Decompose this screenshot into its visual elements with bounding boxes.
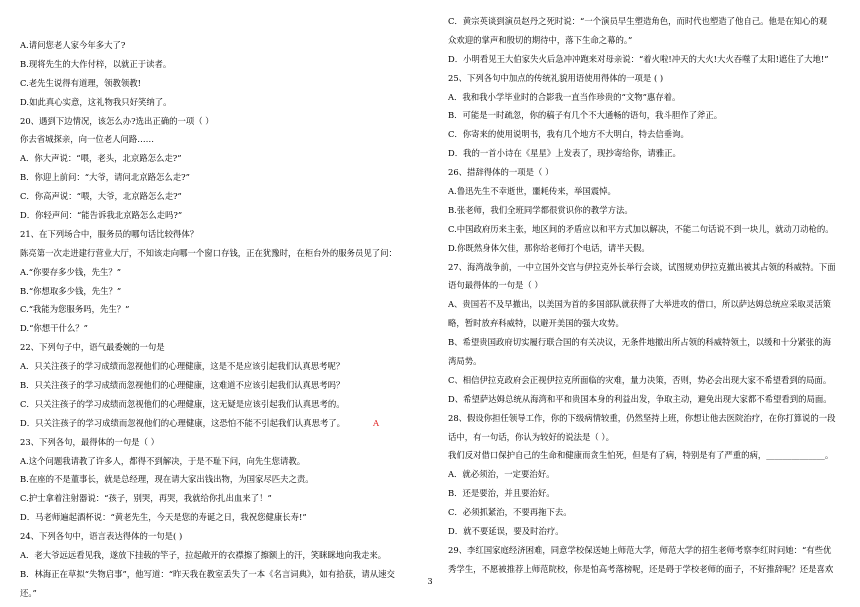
text-line [20, 414, 422, 433]
text-line [20, 508, 422, 527]
red-answer-mark: A [372, 417, 380, 428]
text-line [20, 489, 422, 508]
text-line [20, 527, 422, 546]
line-text: B．你迎上前问：“大爷，请问北京路怎么走?” [20, 172, 190, 183]
line-text: 24、下列各句中，语言表达得体的一句是( ) [20, 531, 183, 542]
text-line [20, 376, 422, 395]
text-line [448, 69, 851, 88]
text-line [448, 352, 851, 371]
line-text: B．只关注孩子的学习成绩而忽视他们的心理健康，这难道不应该引起我们认真思考吗？ [20, 380, 345, 391]
text-line [20, 112, 422, 131]
text-line [448, 239, 851, 258]
text-line [448, 522, 851, 541]
text-line [20, 338, 422, 357]
line-text: 28、假设你担任领导工作，你的下级病情较重，仍然坚持上班，你想让他去医院治疗，在你打算说的一段 [448, 412, 836, 423]
line-text: C．黄宗英谈到演员赵丹之死时说：“一个演员早生塑造角色，而时代也塑造了他自己。他是在知心的观 [448, 16, 828, 26]
text-line [448, 50, 851, 69]
line-text: C.中国政府历来主张，地区间的矛盾应以和平方式加以解决，不能二句话说不到一块儿，就动刀动枪的。 [448, 223, 834, 234]
line-text: A、贵国若不及早撤出，以美国为首的多国部队就获得了大举进攻的借口，所以萨达姆总统应采取灵活策 [448, 299, 831, 310]
text-line [20, 357, 422, 376]
text-line [20, 300, 422, 319]
text-line [20, 263, 422, 282]
line-text: 27、海湾战争前，一中立国外交官与伊拉克外长举行会谈，试图规劝伊拉克撤出被其占领的科威特。下面 [448, 261, 836, 272]
line-text: 众欢迎的掌声和殷切的期待中，落下生命之幕的。” [448, 34, 633, 45]
left-column [20, 0, 422, 603]
text-line [20, 130, 422, 149]
text-line [448, 106, 851, 125]
line-text: D.如此真心实意，这礼物我只好笑纳了。 [20, 96, 172, 107]
line-text: A.鲁迅先生不幸逝世，噩耗传来，举国震悼。 [448, 186, 616, 197]
line-text: 还。” [20, 587, 37, 598]
text-line [20, 395, 422, 414]
line-text: C．必须抓紧治，不要再拖下去。 [448, 507, 572, 518]
text-line [448, 182, 851, 201]
line-text: 秀学生，不愿被推荐上师范院校，你是怕高考落榜呢，还是碍于学校老师的面子，不好推辞呢？还是喜欢 [448, 563, 834, 574]
line-text: 21、在下列场合中，服务员的哪句话比较得体？ [20, 228, 199, 239]
line-text: D．你轻声问：“能告诉我北京路怎么走吗?” [20, 210, 183, 221]
line-text: B.在座的不是董事长，就是总经理，现在请大家出钱出物，为国家尽匹夫之责。 [20, 474, 314, 485]
text-line [20, 206, 422, 225]
line-text: 23、下列各句，最得体的一句是（ ） [20, 436, 159, 447]
text-line [448, 163, 851, 182]
line-text: 略，暂时放弃科威特，以避开美国的强大攻势。 [448, 318, 624, 329]
line-text: A．就必须治，一定要治好。 [448, 469, 555, 480]
line-text: 湾局势。 [448, 356, 482, 367]
text-line [20, 546, 422, 565]
line-text: B、希望贵国政府切实履行联合国的有关决议，无条件地撤出所占领的科威特领土，以缓和十分紧张的海 [448, 337, 832, 348]
line-text: B.“你想取多少钱，先生？” [20, 285, 122, 296]
line-text: A．老大爷远远看见我，遂放下挂载的竿子，拉起敞开的衣襟擦了擦额上的汗，笑眯眯地向我走来。 [20, 550, 387, 561]
text-line [448, 503, 851, 522]
text-line [448, 31, 851, 50]
text-line [448, 333, 851, 352]
line-text: A．你大声说：“喂，老头，北京路怎么走?” [20, 153, 182, 164]
text-line [448, 201, 851, 220]
text-line [448, 465, 851, 484]
line-text: 你去省城探亲，向一位老人问路…… [20, 134, 154, 145]
line-text: B.现将先生的大作付梓，以就正于读者。 [20, 58, 172, 69]
page-number: 3 [427, 577, 433, 586]
text-line [20, 55, 422, 74]
text-line [448, 428, 851, 447]
text-line [20, 319, 422, 338]
text-line [448, 446, 851, 465]
text-line [448, 144, 851, 163]
line-text: A.请问您老人家今年多大了? [20, 40, 126, 50]
line-text: D．就不要延误，要及时治疗。 [448, 526, 564, 537]
text-line [20, 149, 422, 168]
text-line [448, 220, 851, 239]
line-text: 29、李红国家庭经济困难，同意学校保送她上师范大学，师范大学的招生老师考察李红时问她：“有些优 [448, 544, 832, 555]
text-line [448, 541, 851, 560]
text-line [20, 470, 422, 489]
line-text: D.你既然身体欠佳，那你给老师打个电话，请半天假。 [448, 242, 650, 253]
line-text: D．我的一首小诗在《星星》上发表了，现抄寄给你，请雅正。 [448, 148, 681, 159]
text-line [448, 125, 851, 144]
text-line [20, 244, 422, 263]
line-text: B．还是要治，并且要治好。 [448, 488, 555, 499]
line-text: A．只关注孩子的学习成绩而忽视他们的心理健康，这是不是应该引起我们认真思考呢？ [20, 361, 345, 372]
line-text: B．可能是一时疏忽，你的稿子有几个不大通畅的语句，我斗胆作了斧正。 [448, 110, 723, 121]
text-line [448, 560, 851, 579]
text-line [448, 371, 851, 390]
line-text: C．你寄来的使用说明书，我有几个地方不大明白，特去信垂询。 [448, 129, 689, 140]
text-line [448, 258, 851, 277]
line-text: 20、遇到下边情况，该怎么办?选出正确的一项（ ） [20, 115, 214, 126]
text-line [448, 314, 851, 333]
text-line [448, 295, 851, 314]
text-line [20, 93, 422, 112]
line-text: B.张老师，我们全班同学都很赏识你的教学方法。 [448, 204, 633, 215]
line-text: A.这个问题我请教了许多人，都得不到解决，于是不耻下问，向先生您请教。 [20, 455, 306, 466]
line-text: A.“你要存多少钱，先生？” [20, 266, 122, 277]
line-text: D.“你想干什么？” [20, 323, 88, 334]
text-line [20, 452, 422, 471]
right-column [448, 0, 851, 579]
line-text: D、希望萨达姆总统从海湾和平和贵国本身的利益出发，争取主动，避免出现大家都不希望看到的局面。 [448, 393, 832, 404]
text-line [20, 433, 422, 452]
line-text: 话中，有一句话，你认为较好的说法是（ ）。 [448, 431, 614, 442]
line-text: 22、下列句子中，语气最委婉的一句是 [20, 342, 165, 353]
text-line [20, 584, 422, 603]
line-text: D．小明看见王大伯家失火后急冲冲跑来对母亲说：“着火啦!冲天的大火!大火吞噬了太阳!遮住了大地!” [448, 53, 829, 64]
text-line [20, 74, 422, 93]
line-text: C.护士拿着注射器说：“孩子，别哭，再哭，我就给你扎出血来了！” [20, 493, 272, 504]
text-line [448, 276, 851, 295]
line-text: D．只关注孩子的学习成绩而忽视他们的心理健康，这恐怕不能不引起我们认真思考了。 [20, 417, 345, 428]
text-line [20, 36, 422, 55]
line-text: A．我和我小学毕业时的合影我一直当作珍贵的“文物”惠存着。 [448, 91, 681, 102]
text-line [20, 168, 422, 187]
text-line [20, 187, 422, 206]
line-text: C.老先生说得有道理，领教领教! [20, 77, 142, 88]
text-line [448, 390, 851, 409]
text-line [448, 12, 851, 31]
text-line [448, 484, 851, 503]
line-text: 25、下列各句中加点的传统礼貌用语使用得体的一项是 ( ) [448, 72, 664, 83]
line-text: 陈亮第一次走进建行营业大厅，不知该走向哪一个窗口存钱，正在犹豫时，在柜台外的服务员见了问： [20, 247, 397, 258]
text-line [20, 225, 422, 244]
text-line [448, 88, 851, 107]
text-line [20, 282, 422, 301]
line-text: C、相信伊拉克政府会正视伊拉克所面临的灾难，量力决策，否则，势必会出现大家不希望看到的局面。 [448, 374, 832, 385]
line-text: B．林海正在草拟“失物启事”，他写道：“昨天我在教室丢失了一本《名言词典》，如有拾获，请从速交 [20, 568, 395, 579]
line-text: 26、措辞得体的一项是（ ） [448, 167, 554, 178]
line-text: C．你高声说：“喂，大爷，北京路怎么走?” [20, 191, 182, 202]
line-text: C.“我能为您服务吗，先生？” [20, 304, 130, 315]
line-text: D．马老师遍起酒杯说：“黄老先生，今天是您的寿诞之日，我祝您健康长寿!” [20, 512, 307, 523]
text-line [448, 409, 851, 428]
line-text: 语句最得体的一句是（ ） [448, 280, 543, 291]
line-text: 我们反对借口保护自己的生命和健康而贪生怕死，但是有了病，特别是有了严重的病，______________。 [448, 450, 834, 461]
line-text: C．只关注孩子的学习成绩而忽视他们的心理健康，这无疑是应该引起我们认真思考的。 [20, 398, 345, 409]
